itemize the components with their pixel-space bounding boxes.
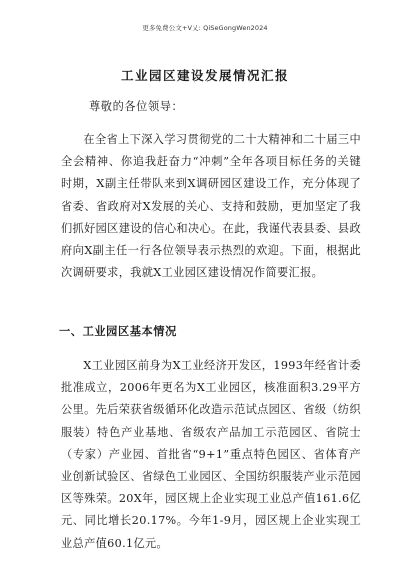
intro-paragraph: 在全省上下深入学习贯彻党的二十大精神和二十届三中全会精神、你追我赶奋力“冲刺”全年各项目标任务的关键时期，X副主任带队来到X调研园区建设工作，充分体现了省委、省政府对X发展的关心、支持和鼓励，更加坚定了我们抓好园区建设的信心和决心。在此，我谨代表县委、县政府向X副主任一行各位领导表示热烈的欢迎。下面，根据此次调研要求，我就X工业园区建设情况作简要汇报。 [61, 133, 361, 280]
header-note: 更多免费公文+V乂: QiSeGongWen2024 [142, 24, 268, 32]
section-heading: 一、工业园区基本情况 [59, 325, 177, 338]
greeting-line: 尊敬的各位领导： [89, 100, 184, 113]
document-title: 工业园区建设发展情况汇报 [120, 68, 289, 83]
body-paragraph: X工业园区前身为X工业经济开发区，1993年经省计委批准成立，2006年更名为X工业园区，核准面积3.29平方公里。先后荣获省级循环化改造示范试点园区、省级（纺织服装）特色产业基地、省级农产品加工示范园区、省院士（专家）产业园、首批省“9+1”重点特色园区、省体育产业创新试验区、省绿色工业园区、全国纺织服装产业示范园区等殊荣。20X年，园区规上企业实现工业总产值161.6亿元、同比增长20.17%。今年1-9月，园区规上企业实现工业总产值60.1亿元。 [61, 359, 361, 550]
